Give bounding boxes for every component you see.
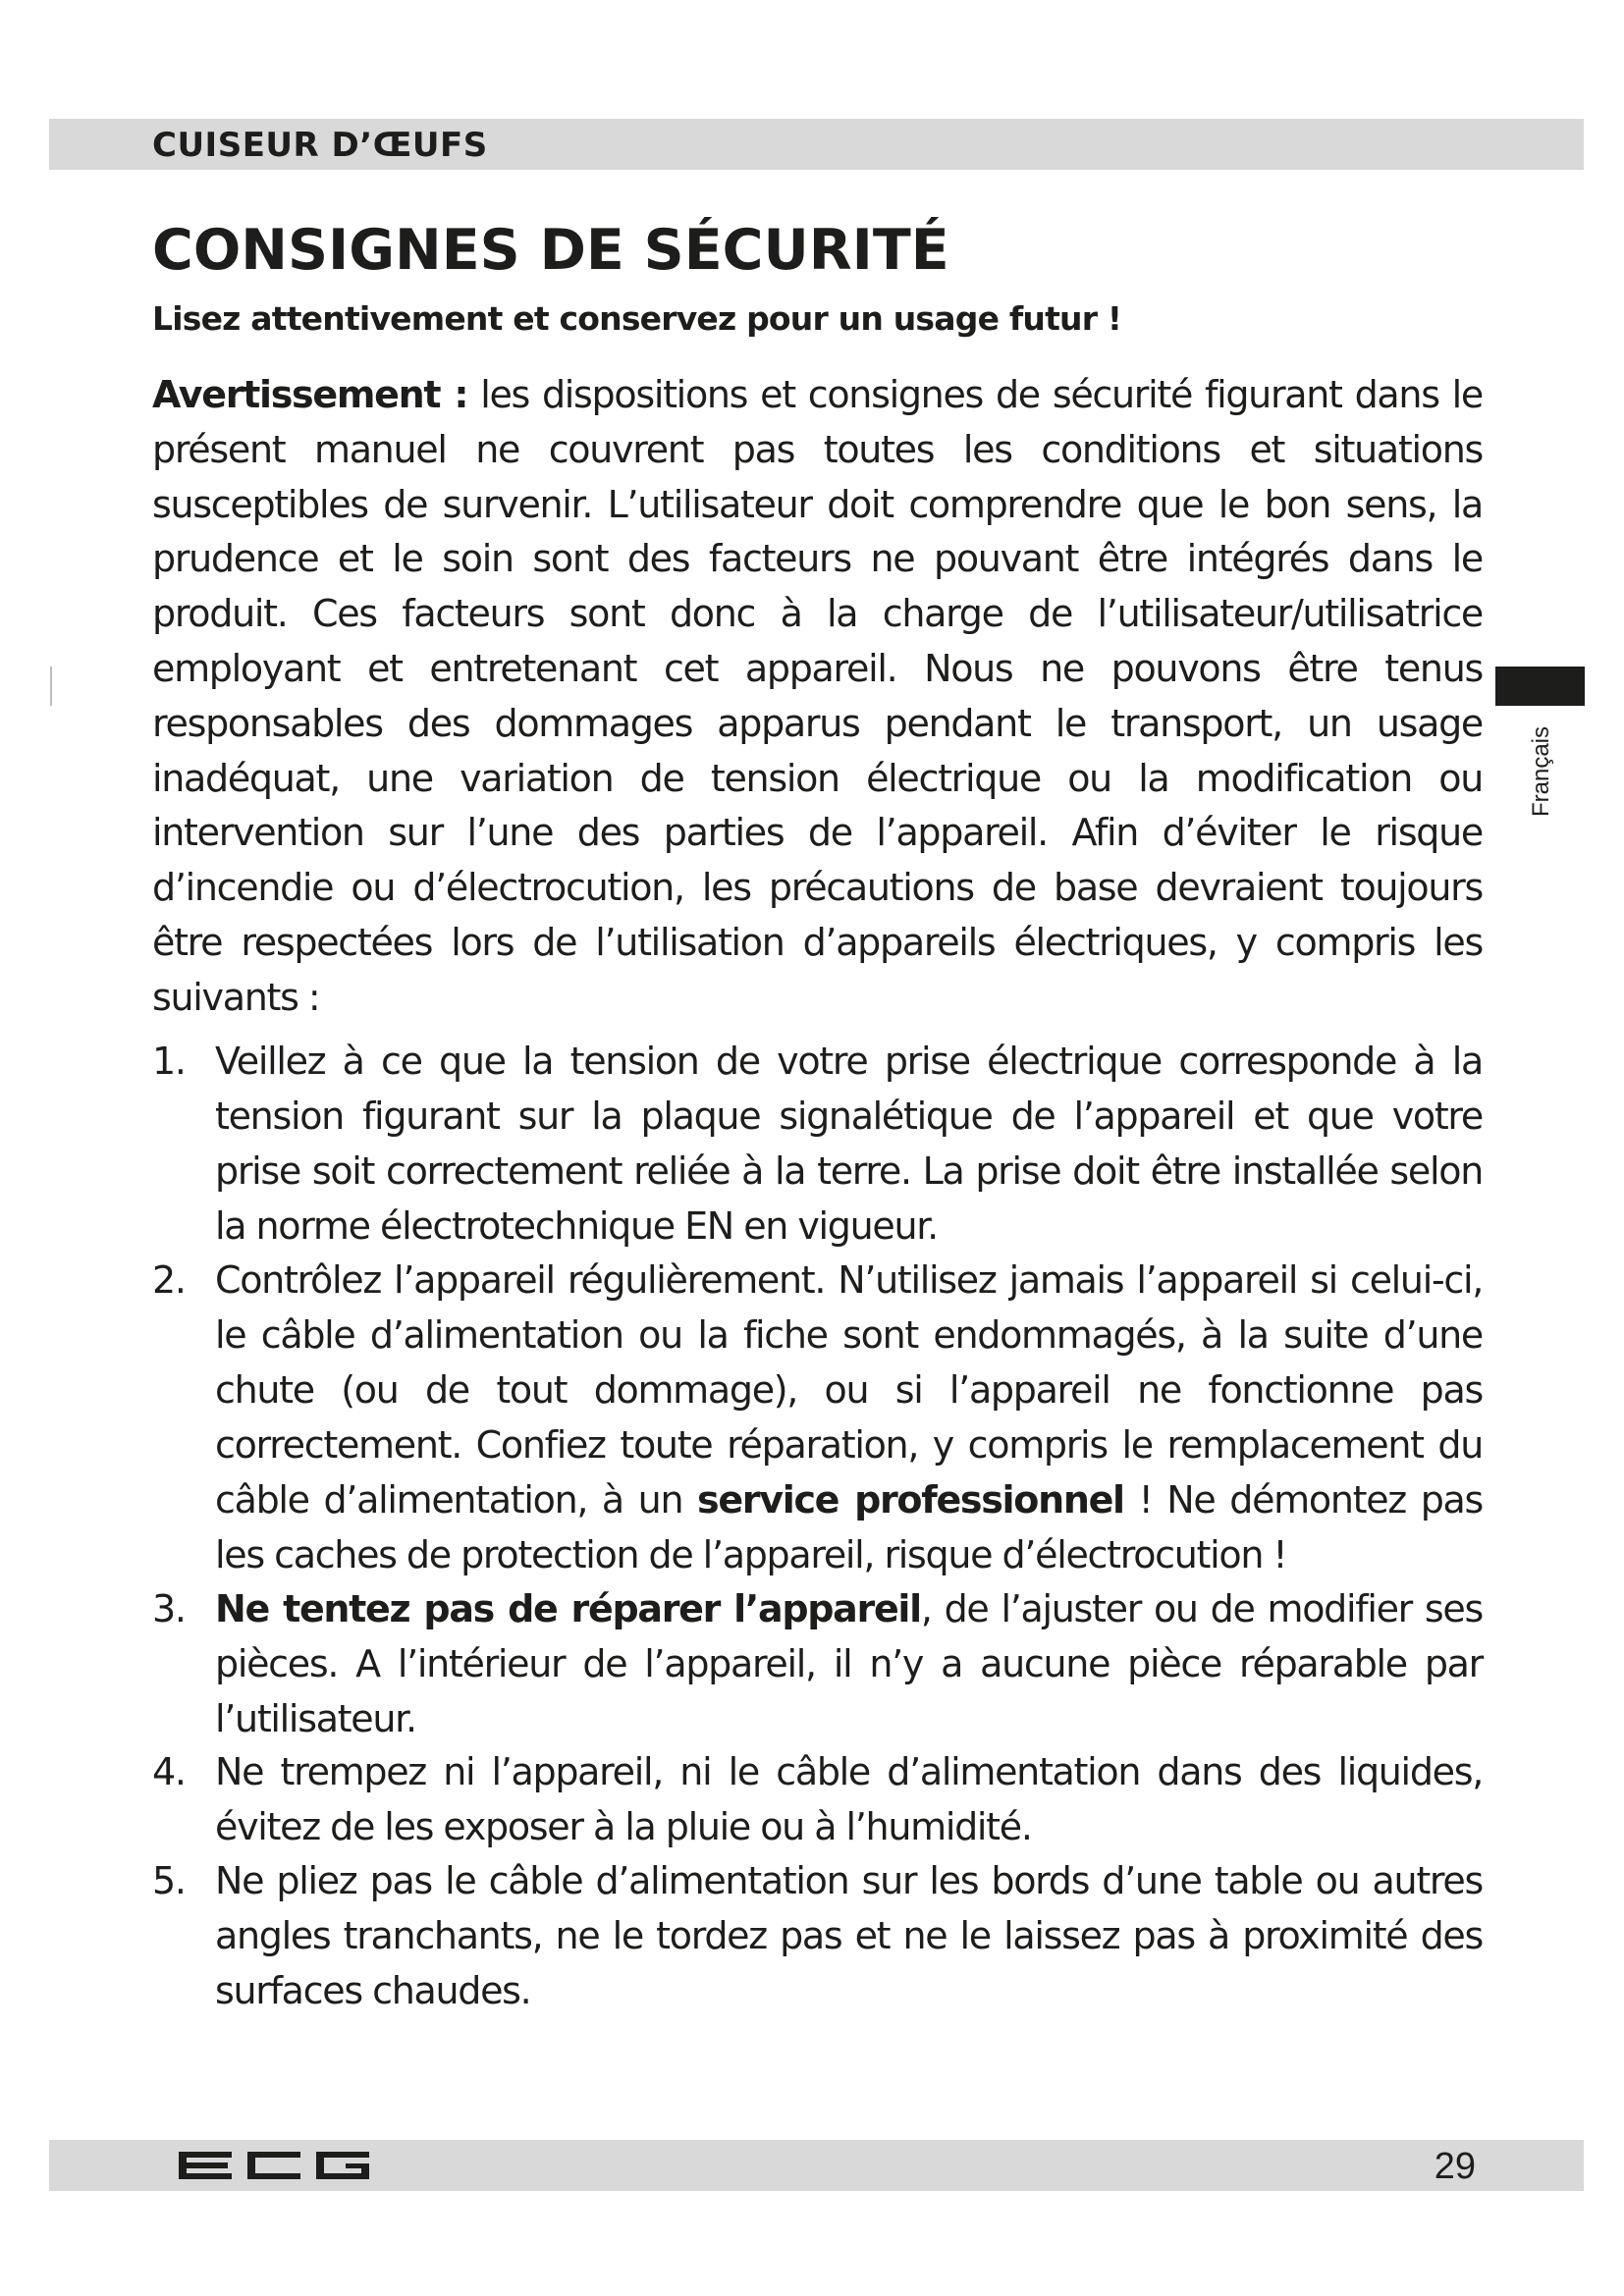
item-number: 4. [152,1750,186,1794]
warning-label: Avertissement : [152,373,468,416]
logo-letter-c [247,2152,300,2179]
subtitle: Lisez attentivement et conservez pour un usage futur ! [152,299,1122,338]
item-text: Veillez à ce que la tension de votre prise électrique corresponde à la tension figurant sur la plaque signalétique de l’appareil et que votre prise soit correctement reliée à la terre. La prise doit être installée selon la norme électrotechnique EN en vigueur. [215,1040,1483,1248]
logo-letter-g [316,2152,369,2179]
list-item [152,1253,1483,1582]
warning-text: les dispositions et consignes de sécurité figurant dans le présent manuel ne couvrent pas toutes les conditions et situations susceptibles de survenir. L’utilisateur doit comprendre que le bon sens, la prudence et le soin sont des facteurs ne pouvant être intégrés dans le produit. Ces facteurs sont donc à la charge de l’utilisateur/utilisatrice employant et entretenant cet appareil. Nous ne pouvons être tenus responsables des dommages apparus pendant le transport, un usage inadéquat, une variation de tension électrique ou la modification ou intervention sur l’une des parties de l’appareil. Afin d’éviter le risque d’incendie ou d’électrocution, les précautions de base devraient toujours être respectées lors de l’utilisation d’appareils électriques, y compris les suivants : [152,373,1483,1019]
language-tab-marker [1495,667,1585,706]
footer-band [49,2140,1584,2191]
item-text: ! Ne démontez pas les caches de protection de l’appareil, risque d’électrocution ! [215,1477,1484,1576]
item-text: , de l’ajuster ou de modifier ses pièces. A l’intérieur de l’appareil, il n’y a aucune pièce réparable par l’utilisateur. [215,1586,1483,1740]
logo-letter-e [179,2152,232,2179]
header-title: CUISEUR D’ŒUFS [152,126,488,165]
item-bold-text: Ne tentez pas de réparer l’appareil [215,1586,921,1630]
item-text: Ne trempez ni l’appareil, ni le câble d’alimentation dans des liquides, évitez de les exposer à la pluie ou à l’humidité. [215,1750,1483,1849]
list-item [152,1581,1483,1746]
item-number: 5. [152,1859,186,1903]
item-number: 2. [152,1257,186,1302]
page-number: 29 [1434,2146,1476,2187]
margin-mark [50,667,52,706]
page-title: CONSIGNES DE SÉCURITÉ [152,218,949,283]
list-item [152,1853,1483,2018]
warning-paragraph [152,368,1483,1026]
item-text: Contrôlez l’appareil régulièrement. N’utilisez jamais l’appareil si celui-ci, le câble d’alimentation ou la fiche sont endommagés, à la suite d’une chute (ou de tout dommage), ou si l’appareil ne fonctionne pas correctement. Confiez toute réparation, y compris le remplacement du câble d’alimentation, à un [215,1257,1483,1522]
item-bold-text: service professionnel [697,1477,1124,1522]
item-number: 1. [152,1040,186,1083]
ecg-logo [173,2147,379,2184]
safety-instructions-list [152,1034,1483,2017]
item-text: Ne pliez pas le câble d’alimentation sur les bords d’une table ou autres angles tranchants, ne le tordez pas et ne le laissez pas à proximité des surfaces chaudes. [215,1859,1483,2013]
language-label: Français [1528,725,1554,818]
language-tab-label [1525,713,1558,830]
item-number: 3. [152,1586,186,1630]
list-item [152,1034,1483,1254]
header-band [49,119,1584,170]
list-item [152,1744,1483,1854]
